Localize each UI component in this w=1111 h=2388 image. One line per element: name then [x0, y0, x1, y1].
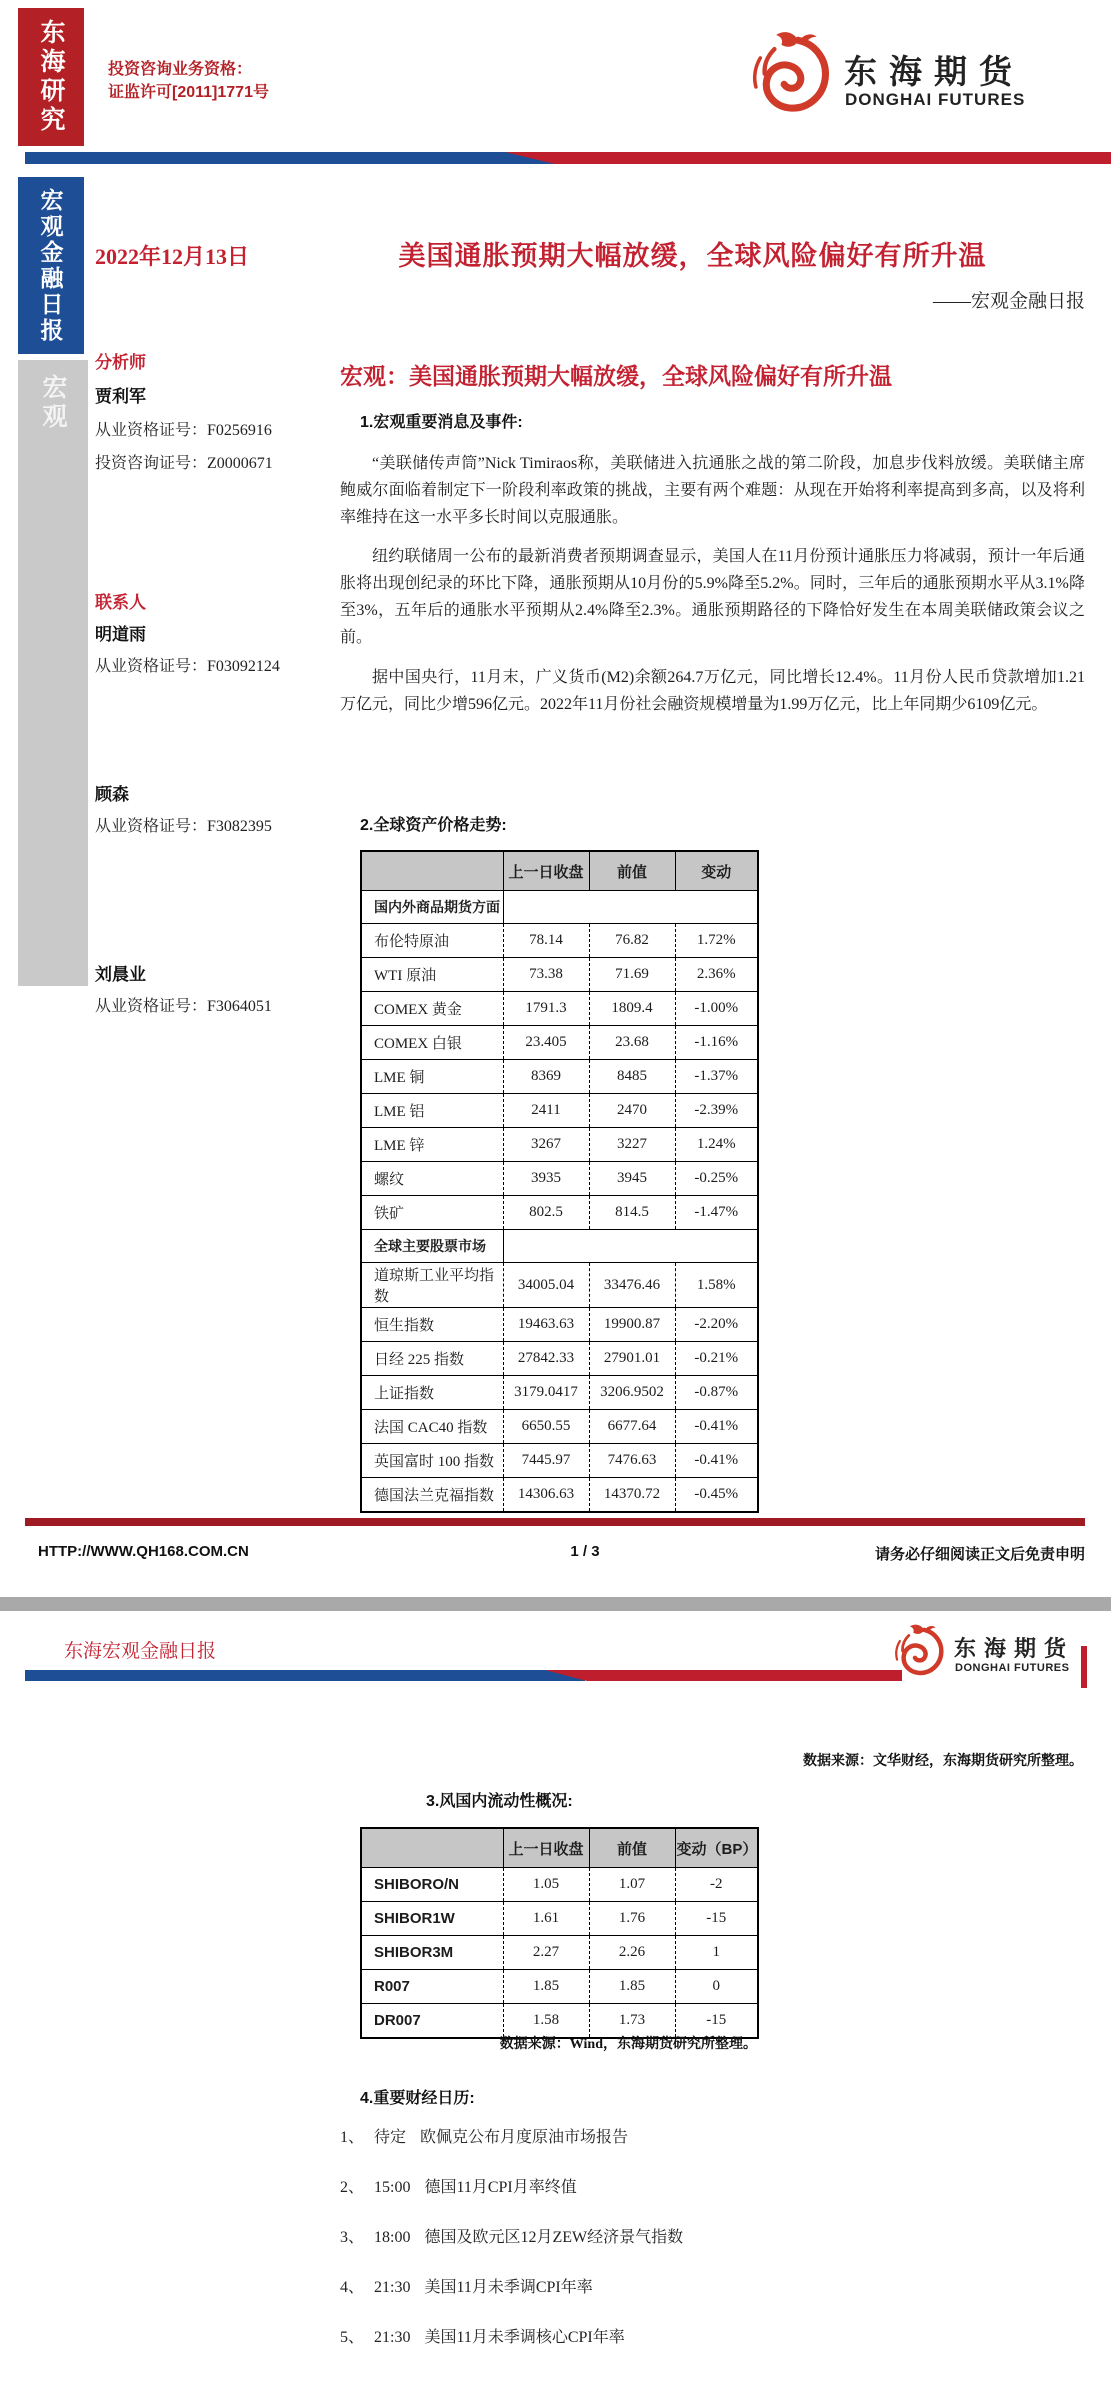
table-row: [361, 1410, 758, 1444]
row-value: -1.16%: [675, 1026, 758, 1060]
table-row: [361, 1162, 758, 1196]
calendar-item-time: 21:30: [374, 2329, 411, 2346]
row-value: -0.25%: [675, 1162, 758, 1196]
row-value: 7476.63: [589, 1444, 675, 1478]
row-value: 6677.64: [589, 1410, 675, 1444]
dragon-logo-icon: [748, 26, 836, 118]
calendar-item-number: 4、: [340, 2279, 365, 2296]
row-value: 814.5: [589, 1196, 675, 1230]
contact-name: 刘晨业: [95, 965, 146, 984]
company-logo-small: [892, 1618, 1092, 1690]
header-bar-blue: [25, 152, 555, 164]
global-asset-price-table: [360, 850, 759, 1513]
logo-english-name: DONGHAI FUTURES: [845, 90, 1026, 109]
liquidity-table: [360, 1827, 759, 2039]
analyst-advisory-cert: 投资咨询证号：Z0000671: [95, 455, 273, 472]
row-value: 3227: [589, 1128, 675, 1162]
row-value: -1.00%: [675, 992, 758, 1026]
row-value: 3935: [503, 1162, 589, 1196]
row-value: 14306.63: [503, 1478, 589, 1513]
row-value: -15: [675, 1902, 758, 1936]
row-label: LME 铜: [361, 1060, 503, 1094]
header-bar-red: [505, 152, 1111, 164]
column-header: [361, 851, 503, 891]
calendar-item: [340, 2274, 593, 2297]
table-row: [361, 1060, 758, 1094]
page2-header-title: 东海宏观金融日报: [64, 1641, 217, 1662]
body-paragraph: “美联储传声筒”Nick Timiraos称，美联储进入抗通胀之战的第二阶段，加息步伐料放缓。美联储主席鲍威尔面临着制定下一阶段利率政策的挑战，主要有两个难题：从现在开始将利率提高到多高，以及将利率维持在这一水平多长时间以克服通胀。: [340, 455, 1085, 526]
calendar-item-number: 3、: [340, 2229, 365, 2246]
table-row: [361, 1263, 758, 1308]
row-value: 1: [675, 1936, 758, 1970]
contact-name: 顾森: [95, 785, 129, 804]
row-label: 恒生指数: [361, 1308, 503, 1342]
calendar-item-text: 德国及欧元区12月ZEW经济景气指数: [424, 2229, 684, 2246]
row-value: 34005.04: [503, 1263, 589, 1308]
row-value: 1.85: [589, 1970, 675, 2004]
row-value: 1791.3: [503, 992, 589, 1026]
row-value: 1809.4: [589, 992, 675, 1026]
calendar-item-text: 欧佩克公布月度原油市场报告: [420, 2129, 629, 2146]
liquidity-heading: 3.风国内流动性概况:: [426, 1793, 573, 1810]
report-subtitle: ——宏观金融日报: [932, 291, 1085, 312]
analyst-cert: 从业资格证号：F0256916: [95, 422, 272, 439]
data-source-wind: 数据来源：Wind，东海期货研究所整理。: [499, 2037, 757, 2052]
section-label: 国内外商品期货方面: [361, 891, 503, 924]
row-value: 1.24%: [675, 1128, 758, 1162]
row-value: 23.68: [589, 1026, 675, 1060]
row-value: 73.38: [503, 958, 589, 992]
column-header: 前值: [589, 851, 675, 891]
table-row: [361, 992, 758, 1026]
page2-bar-blue: [25, 1670, 585, 1681]
contact-cert: 从业资格证号：F3082395: [95, 818, 272, 835]
calendar-item: [340, 2174, 577, 2197]
table-row: [361, 1026, 758, 1060]
table-row: [361, 1936, 758, 1970]
row-value: -2.39%: [675, 1094, 758, 1128]
calendar-item-number: 2、: [340, 2179, 365, 2196]
analyst-label: 分析师: [95, 353, 146, 372]
row-value: 1.85: [503, 1970, 589, 2004]
row-value: -2.20%: [675, 1308, 758, 1342]
row-value: 7445.97: [503, 1444, 589, 1478]
analyst-name: 贾利军: [95, 387, 146, 406]
row-label: COMEX 黄金: [361, 992, 503, 1026]
row-value: 1.73: [589, 2004, 675, 2039]
row-value: 1.07: [589, 1868, 675, 1902]
table-row: [361, 1196, 758, 1230]
table-row: [361, 1478, 758, 1513]
table-row: [361, 1376, 758, 1410]
body-paragraph: 据中国央行，11月末，广义货币(M2)余额264.7万亿元，同比增长12.4%。11月份人民币贷款增加1.21万亿元，同比少增596亿元。2022年11月份社会融资规模增量为1.99万亿元，比上年同期少6109亿元。: [340, 669, 1085, 713]
table-section-row: [361, 1230, 758, 1263]
contact-name: 明道雨: [95, 625, 146, 644]
page-number: 1 / 3: [570, 1543, 600, 1560]
row-value: 78.14: [503, 924, 589, 958]
row-value: 1.61: [503, 1902, 589, 1936]
row-value: 1.58: [503, 2004, 589, 2039]
row-value: -0.41%: [675, 1410, 758, 1444]
row-value: 6650.55: [503, 1410, 589, 1444]
report-date: 2022年12月13日: [95, 244, 250, 269]
table-header-row: [361, 1828, 758, 1868]
row-value: 1.05: [503, 1868, 589, 1902]
page2-bar-red: [545, 1670, 902, 1681]
row-value: -0.41%: [675, 1444, 758, 1478]
row-label: 布伦特原油: [361, 924, 503, 958]
row-label: R007: [361, 1970, 503, 2004]
contact-cert: 从业资格证号：F03092124: [95, 658, 280, 675]
row-value: 802.5: [503, 1196, 589, 1230]
report-title-box: 宏观金融日报: [18, 177, 84, 354]
table-row: [361, 1902, 758, 1936]
calendar-item-number: 5、: [340, 2329, 365, 2346]
license-line-2: 证监许可[2011]1771号: [108, 84, 269, 101]
table-row: [361, 1444, 758, 1478]
logo-english-name: DONGHAI FUTURES: [955, 1662, 1070, 1674]
row-value: 19900.87: [589, 1308, 675, 1342]
row-value: -2: [675, 1868, 758, 1902]
row-value: 14370.72: [589, 1478, 675, 1513]
table-row: [361, 1868, 758, 1902]
row-label: 上证指数: [361, 1376, 503, 1410]
section-spacer: [503, 891, 758, 924]
row-value: 3206.9502: [589, 1376, 675, 1410]
section-label: 全球主要股票市场: [361, 1230, 503, 1263]
row-label: 螺纹: [361, 1162, 503, 1196]
row-value: -1.37%: [675, 1060, 758, 1094]
calendar-item-text: 德国11月CPI月率终值: [424, 2179, 577, 2196]
row-value: -0.87%: [675, 1376, 758, 1410]
logo-red-tick: [1081, 1646, 1087, 1688]
row-value: 8485: [589, 1060, 675, 1094]
column-header: [361, 1828, 503, 1868]
table-section-row: [361, 891, 758, 924]
row-label: SHIBORO/N: [361, 1868, 503, 1902]
column-header: 前值: [589, 1828, 675, 1868]
row-value: 2.36%: [675, 958, 758, 992]
row-value: 3945: [589, 1162, 675, 1196]
row-value: 27901.01: [589, 1342, 675, 1376]
row-label: LME 铝: [361, 1094, 503, 1128]
body-paragraph: 纽约联储周一公布的最新消费者预期调查显示，美国人在11月份预计通胀压力将减弱，预计一年后通胀将出现创纪录的环比下降，通胀预期从10月份的5.9%降至5.2%。同时，三年后的通胀预期水平从3.1%降至3%，五年后的通胀水平预期从2.4%降至2.3%。通胀预期路径的下降恰好发生在本周美联储政策会议之前。: [340, 548, 1085, 646]
row-label: 道琼斯工业平均指数: [361, 1263, 503, 1308]
row-label: LME 锌: [361, 1128, 503, 1162]
calendar-heading: 4.重要财经日历:: [360, 2090, 475, 2107]
license-line-1: 投资咨询业务资格：: [108, 61, 253, 78]
footer-url: HTTP://WWW.QH168.COM.CN: [38, 1543, 249, 1560]
row-value: 3179.0417: [503, 1376, 589, 1410]
column-header: 上一日收盘: [503, 1828, 589, 1868]
row-value: 71.69: [589, 958, 675, 992]
row-value: 0: [675, 1970, 758, 2004]
row-value: 1.58%: [675, 1263, 758, 1308]
company-logo: [748, 24, 1088, 124]
calendar-item-time: 21:30: [374, 2279, 411, 2296]
table-row: [361, 924, 758, 958]
table-header-row: [361, 851, 758, 891]
footer-bar: [25, 1518, 1085, 1526]
table-row: [361, 1094, 758, 1128]
row-label: WTI 原油: [361, 958, 503, 992]
section-spacer: [503, 1230, 758, 1263]
logo-chinese-name: 东海期货: [954, 1636, 1075, 1661]
prices-heading: 2.全球资产价格走势:: [360, 817, 507, 834]
row-value: 2.26: [589, 1936, 675, 1970]
table-row: [361, 1342, 758, 1376]
row-label: 日经 225 指数: [361, 1342, 503, 1376]
row-label: DR007: [361, 2004, 503, 2039]
row-value: 19463.63: [503, 1308, 589, 1342]
calendar-item: [340, 2224, 683, 2247]
news-heading: 1.宏观重要消息及事件:: [360, 414, 523, 431]
row-value: 27842.33: [503, 1342, 589, 1376]
column-header: 上一日收盘: [503, 851, 589, 891]
calendar-item-time: 18:00: [374, 2229, 411, 2246]
row-value: 1.76: [589, 1902, 675, 1936]
row-value: 3267: [503, 1128, 589, 1162]
row-value: 2411: [503, 1094, 589, 1128]
calendar-item-number: 1、: [340, 2129, 365, 2146]
row-label: 法国 CAC40 指数: [361, 1410, 503, 1444]
row-value: 2.27: [503, 1936, 589, 1970]
report-title: 美国通胀预期大幅放缓，全球风险偏好有所升温: [398, 241, 987, 271]
calendar-item-time: 待定: [374, 2129, 407, 2146]
row-value: -0.21%: [675, 1342, 758, 1376]
calendar-item: [340, 2324, 625, 2347]
table-row: [361, 1308, 758, 1342]
category-box: 宏观: [18, 360, 88, 986]
row-label: SHIBOR3M: [361, 1936, 503, 1970]
row-label: COMEX 白银: [361, 1026, 503, 1060]
research-brand-box: 东海研究: [18, 8, 84, 146]
page-separator: [0, 1597, 1111, 1611]
data-source-wenhua: 数据来源：文华财经，东海期货研究所整理。: [803, 1754, 1083, 1769]
calendar-item-time: 15:00: [374, 2179, 411, 2196]
row-value: 1.72%: [675, 924, 758, 958]
contact-cert: 从业资格证号：F3064051: [95, 998, 272, 1015]
logo-chinese-name: 东海期货: [844, 55, 1024, 91]
row-label: 铁矿: [361, 1196, 503, 1230]
footer-disclaimer: 请务必仔细阅读正文后免责申明: [874, 1546, 1085, 1563]
calendar-item-text: 美国11月未季调CPI年率: [424, 2279, 593, 2296]
calendar-item-text: 美国11月未季调核心CPI年率: [424, 2329, 625, 2346]
row-value: 23.405: [503, 1026, 589, 1060]
table-row: [361, 1970, 758, 2004]
column-header: 变动: [675, 851, 758, 891]
contact-label: 联系人: [95, 593, 146, 612]
row-value: 76.82: [589, 924, 675, 958]
row-value: -1.47%: [675, 1196, 758, 1230]
row-label: 德国法兰克福指数: [361, 1478, 503, 1513]
column-header: 变动（BP）: [675, 1828, 758, 1868]
license-block: [108, 58, 368, 104]
macro-section-heading: 宏观：美国通胀预期大幅放缓，全球风险偏好有所升温: [340, 364, 892, 389]
row-value: -0.45%: [675, 1478, 758, 1513]
row-value: 33476.46: [589, 1263, 675, 1308]
row-value: 2470: [589, 1094, 675, 1128]
row-value: -15: [675, 2004, 758, 2039]
calendar-item: [340, 2124, 628, 2147]
table-row: [361, 958, 758, 992]
row-label: 英国富时 100 指数: [361, 1444, 503, 1478]
table-row: [361, 1128, 758, 1162]
row-label: SHIBOR1W: [361, 1902, 503, 1936]
row-value: 8369: [503, 1060, 589, 1094]
